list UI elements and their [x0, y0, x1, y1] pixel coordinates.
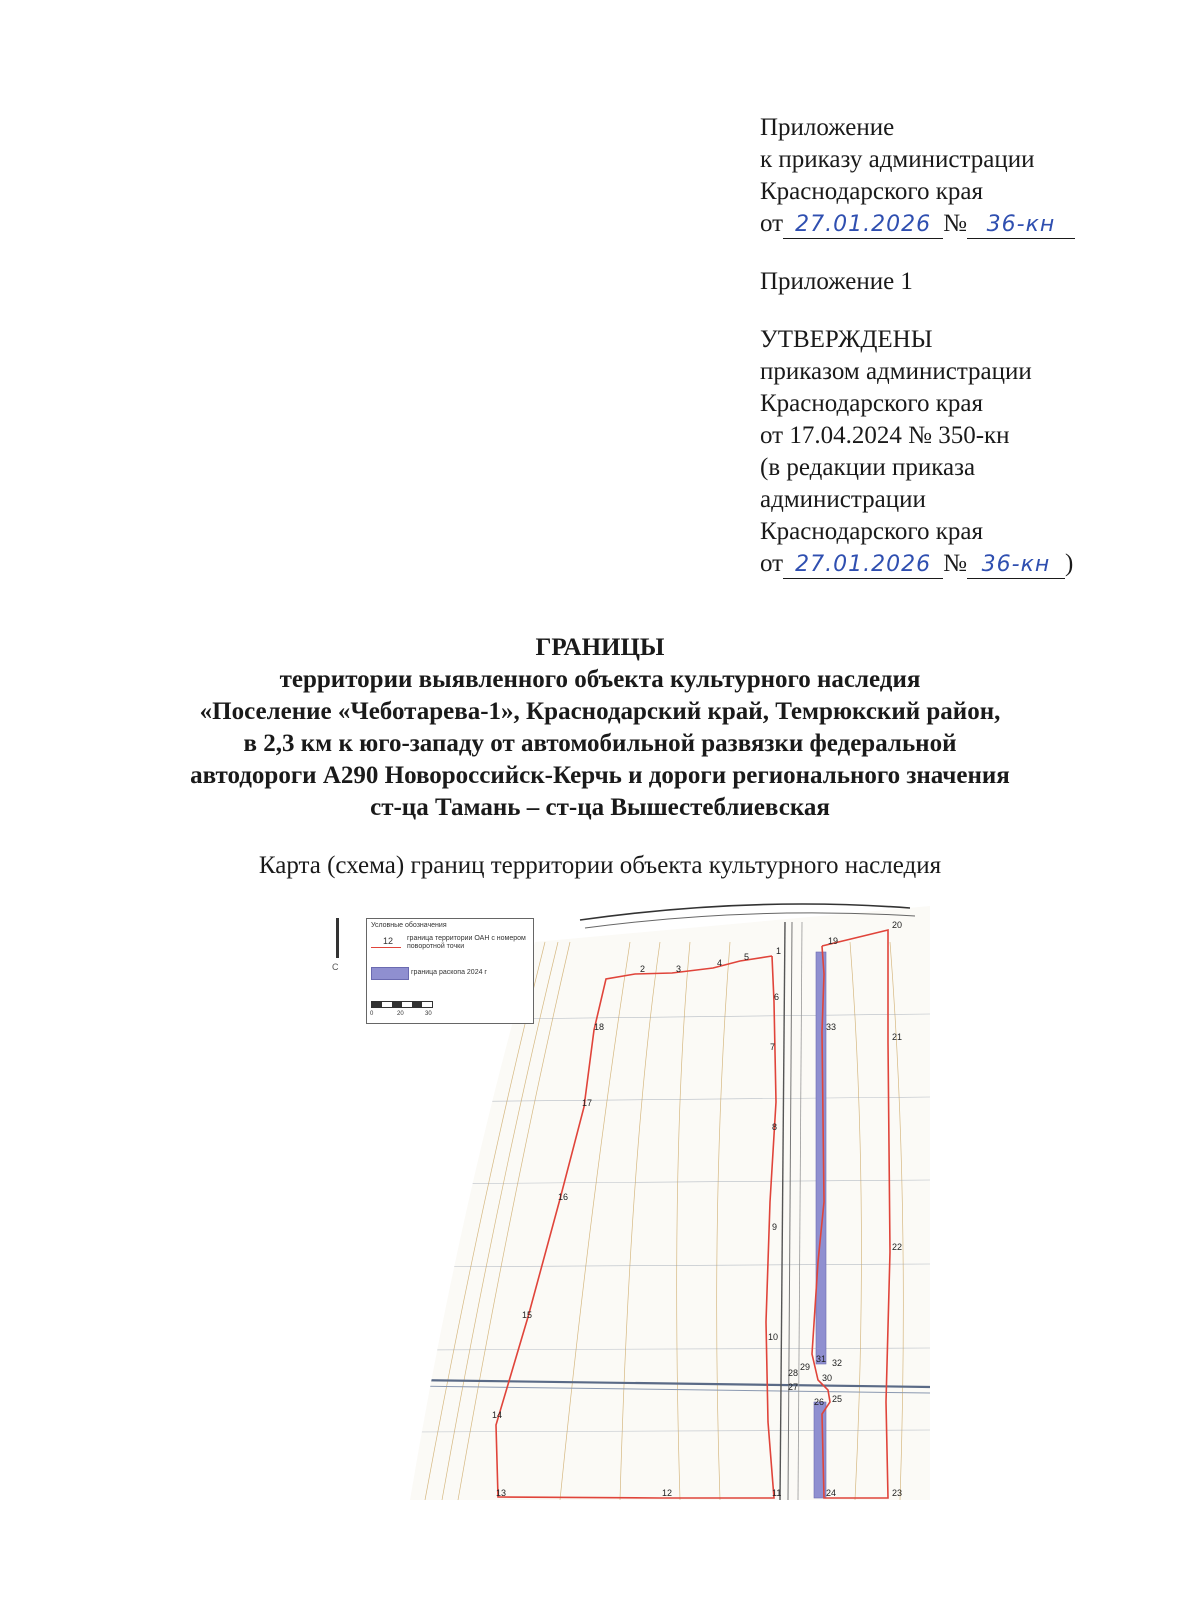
boundary-point-label: 4 — [717, 958, 723, 968]
approval-block — [760, 112, 1180, 580]
document-title — [120, 632, 1080, 824]
approved-line: приказом администрации — [760, 358, 1032, 385]
approved-ref: от 17.04.2024 № 350-кн — [760, 422, 1010, 449]
boundary-point-label: 26 — [814, 1397, 825, 1407]
legend-excavation-label: граница раскопа 2024 г — [411, 969, 487, 976]
boundary-point-label: 23 — [892, 1488, 903, 1498]
title-line: в 2,3 км к юго-западу от автомобильной развязки федеральной — [243, 730, 957, 757]
edition-line: (в редакции приказа — [760, 454, 976, 481]
legend-scale-label: 0 — [370, 1011, 374, 1017]
title-line: ст-ца Тамань – ст-ца Вышестеблиевская — [370, 794, 830, 821]
edition-number-handwritten: 36-кн — [967, 552, 1065, 579]
order-date-handwritten: 27.01.2026 — [783, 212, 943, 239]
boundary-point-label: 18 — [594, 1022, 605, 1032]
legend-point-number: 12 — [383, 936, 394, 946]
boundary-point-label: 16 — [558, 1192, 569, 1202]
order-prefix: от — [760, 210, 784, 237]
map-caption: Карта (схема) границ территории объекта культурного наследия — [258, 852, 942, 879]
boundary-point-label: 9 — [772, 1222, 778, 1232]
approved-line: Краснодарского края — [760, 390, 983, 417]
title-line: автодороги А290 Новороссийск-Керчь и дороги регионального значения — [190, 762, 1010, 789]
legend-title: Условные обозначения — [371, 922, 447, 929]
approval-line: к приказу администрации — [760, 146, 1035, 173]
boundary-point-label: 13 — [496, 1488, 507, 1498]
edition-close: ) — [1064, 550, 1074, 577]
north-label: С — [332, 962, 339, 972]
boundary-point-label: 6 — [774, 992, 780, 1002]
boundary-point-label: 1 — [776, 946, 782, 956]
boundary-point-label: 17 — [582, 1098, 593, 1108]
legend-scale-label: 20 — [397, 1011, 404, 1017]
boundary-point-label: 24 — [826, 1488, 837, 1498]
approval-line: Краснодарского края — [760, 178, 983, 205]
boundary-point-label: 22 — [892, 1242, 903, 1252]
legend-boundary-line — [371, 947, 401, 948]
boundary-point-label: 15 — [522, 1310, 533, 1320]
legend-boundary-label: граница территории ОАН с номером поворотной точки — [407, 935, 526, 950]
boundary-point-label: 5 — [744, 952, 750, 962]
boundary-point-label: 19 — [828, 936, 839, 946]
edition-no-sign: № — [943, 550, 967, 577]
boundary-point-label: 8 — [772, 1122, 778, 1132]
boundary-point-label: 25 — [832, 1394, 843, 1404]
order-no-sign: № — [943, 210, 967, 237]
order-number-handwritten: 36-кн — [967, 212, 1075, 239]
approved-heading: УТВЕРЖДЕНЫ — [760, 326, 933, 353]
boundary-point-label: 27 — [788, 1382, 799, 1392]
edition-ref — [760, 548, 1180, 580]
boundary-point-label: 33 — [826, 1022, 837, 1032]
edition-line: Краснодарского края — [760, 518, 983, 545]
title-line: «Поселение «Чеботарева-1», Краснодарский край, Темрюкский район, — [199, 698, 1001, 725]
boundary-point-label: 12 — [662, 1488, 673, 1498]
boundary-point-label: 10 — [768, 1332, 779, 1342]
appendix-number: Приложение 1 — [760, 268, 913, 295]
legend-scale-bar — [371, 1001, 433, 1008]
title-line: территории выявленного объекта культурного наследия — [279, 666, 921, 693]
order-ref — [760, 208, 1180, 240]
title-heading: ГРАНИЦЫ — [535, 634, 665, 661]
boundary-point-label: 28 — [788, 1368, 799, 1378]
legend-excavation-swatch — [371, 967, 409, 980]
boundary-point-label: 3 — [676, 964, 682, 974]
edition-date-handwritten: 27.01.2026 — [783, 552, 943, 579]
map-legend — [366, 918, 534, 1024]
approval-line: Приложение — [760, 114, 895, 141]
edition-line: администрации — [760, 486, 926, 513]
boundary-point-label: 2 — [640, 964, 646, 974]
legend-scale-label: 30 — [425, 1011, 432, 1017]
boundary-point-label: 14 — [492, 1410, 503, 1420]
boundary-point-label: 30 — [822, 1373, 833, 1383]
boundary-point-label: 20 — [892, 920, 903, 930]
boundary-point-label: 7 — [770, 1042, 776, 1052]
boundary-point-label: 21 — [892, 1032, 903, 1042]
boundary-point-label: 32 — [832, 1358, 843, 1368]
boundary-point-label: 11 — [772, 1488, 782, 1498]
north-arrow — [336, 918, 339, 958]
edition-prefix: от — [760, 550, 784, 577]
boundary-point-label: 31 — [816, 1354, 827, 1364]
boundary-point-label: 29 — [800, 1362, 811, 1372]
excavation-area — [816, 952, 826, 1364]
